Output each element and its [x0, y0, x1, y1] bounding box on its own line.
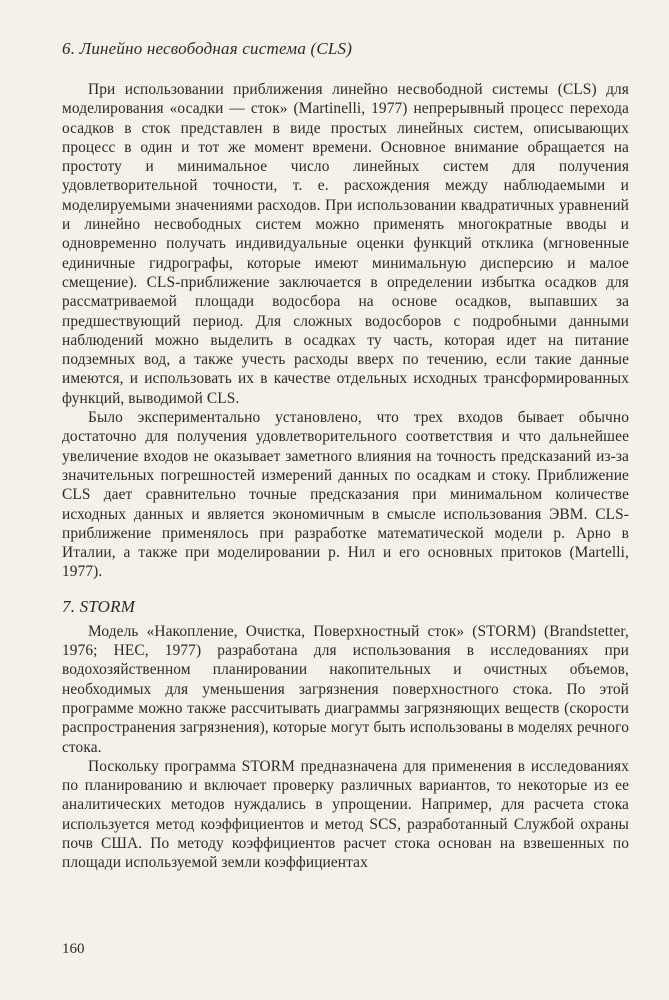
paragraph: Модель «Накопление, Очистка, Поверхностный сток» (STORM) (Brandstetter, 1976; HEC, 1977) разработана для использования в исследованиях при водохозяйственном планировании накопительных и очистных объемов, необходимых для уменьшения загрязнения поверхностного стока. По этой программе можно также рассчитывать диаграммы загрязняющих веществ (скорости распространения загрязнения), которые могут быть использованы в моделях речного стока. [62, 622, 629, 756]
page-number: 160 [62, 941, 85, 957]
paragraph: При использовании приближения линейно несвободной системы (CLS) для моделирования «осадки — сток» (Martinelli, 1977) непрерывный процесс перехода осадков в сток представлен в виде простых линейных систем, описывающих процесс в один и тот же момент времени. Основное внимание обращается на простоту и минимальное число линейных систем для получения удовлетворительной точности, т. е. расхождения между наблюдаемыми и моделируемыми значениями расходов. При использовании квадратичных уравнений и линейно несвободных систем можно применять многократные вводы и одновременно получать индивидуальные оценки функций отклика (мгновенные единичные гидрографы, которые имеют минимальную дисперсию и малое смещение). CLS-приближение заключается в определении избытка осадков для рассматриваемой площади водосбора на основе осадков, выпавших за предшествующий период. Для сложных водосборов с подробными данными наблюдений можно выделить в осадках ту часть, которая идет на питание подземных вод, а также учесть расходы вверх по течению, если такие данные имеются, и использовать их в качестве отдельных исходных трансформированных функций, выводимой CLS. [62, 81, 629, 407]
paragraph: Поскольку программа STORM предназначена для применения в исследованиях по планированию и включает проверку различных вариантов, то некоторые из ее аналитических методов нуждались в упрощении. Например, для расчета стока используется метод коэффициентов и метод SCS, разработанный Службой охраны почв США. По методу коэффициентов расчет стока основан на взвешенных по площади используемой земли коэффициентах [62, 757, 629, 872]
paragraph: Было экспериментально установлено, что трех входов бывает обычно достаточно для получения удовлетворительного соответствия и что дальнейшее увеличение входов не оказывает заметного влияния на точность предсказаний из-за значительных погрешностей измерений данных по осадкам и стоку. Приближение CLS дает сравнительно точные предсказания при минимальном количестве исходных данных и является экономичным в смысле использования ЭВМ. CLS-приближение применялось при разработке математической модели р. Арно в Италии, а также при моделировании р. Нил и его основных притоков (Martelli, 1977). [62, 409, 629, 581]
section-heading-storm: 7. STORM [62, 596, 136, 616]
section-heading-cls: 6. Линейно несвободная система (CLS) [62, 39, 353, 58]
